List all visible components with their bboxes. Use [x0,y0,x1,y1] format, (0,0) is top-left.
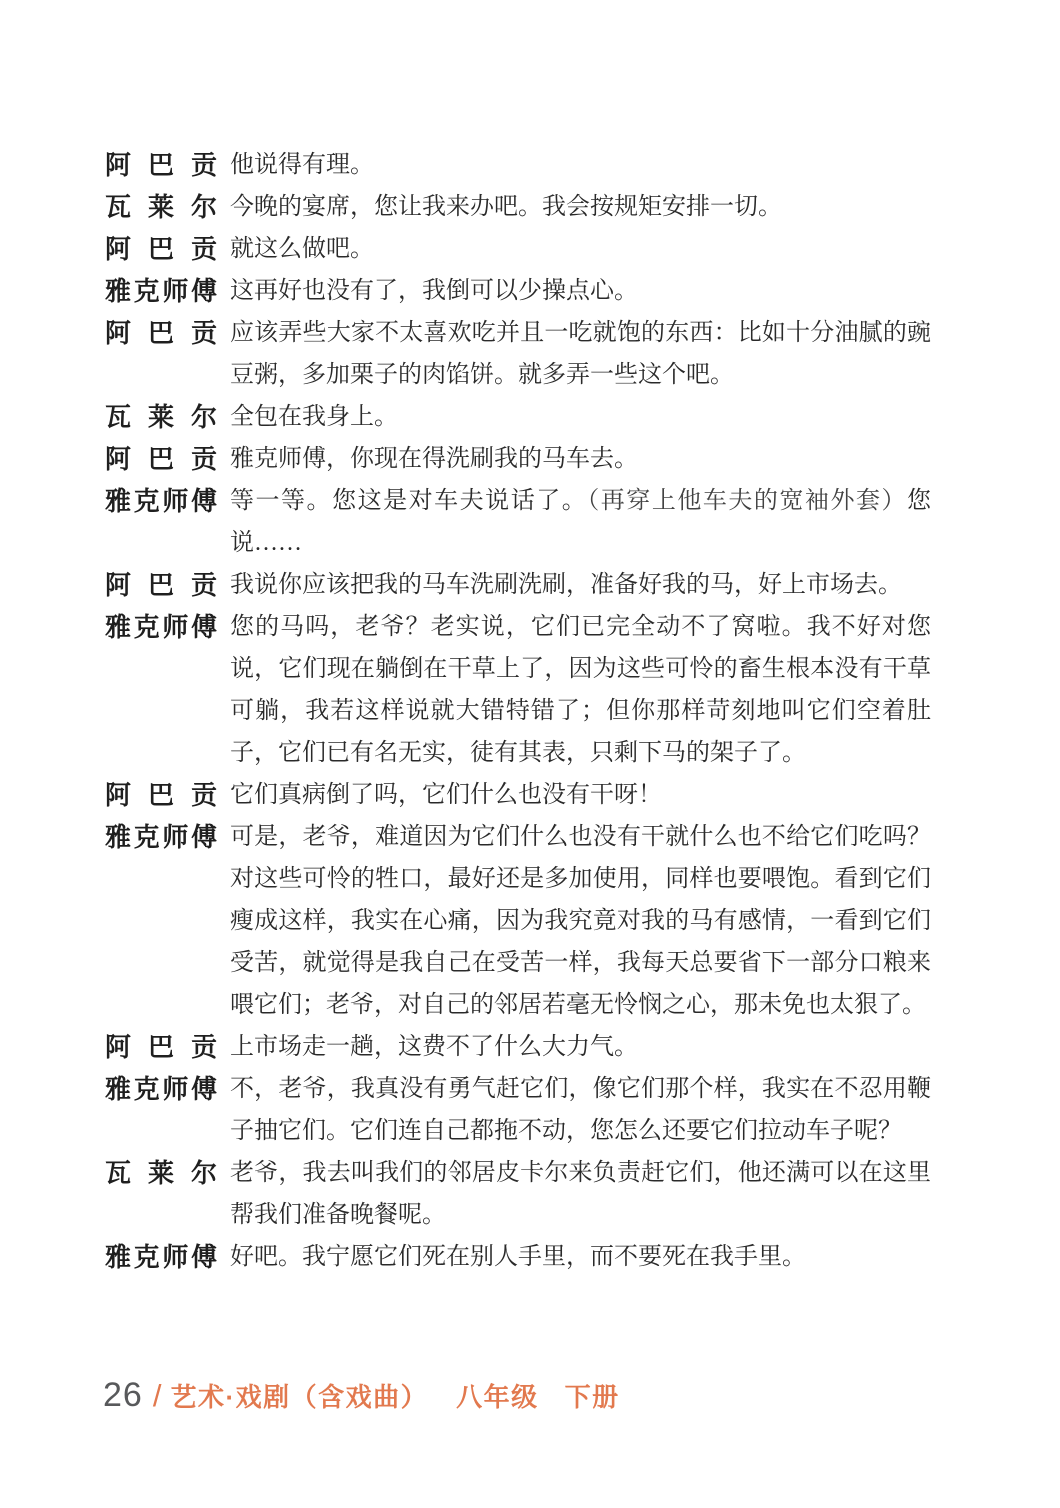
speech-text [230,564,931,606]
dialogue-text: 不，老爷，我真没有勇气赶它们，像它们那个样，我实在不忍用鞭子抽它们。它们连自己都拖不动，您怎么还要它们拉动车子呢？ [230,1076,931,1144]
speaker-name: 雅克师傅 [105,1074,217,1104]
dialogue-text: 就这么做吧。 [230,236,374,262]
speaker-name: 瓦莱尔 [105,402,217,432]
speech-text [230,186,931,228]
dialogue-entry [105,480,931,564]
dialogue-text: 这再好也没有了，我倒可以少操点心。 [230,278,638,304]
speech-text [230,774,931,816]
dialogue-entry [105,1236,931,1278]
dialogue-text: 今晚的宴席，您让我来办吧。我会按规矩安排一切。 [230,194,782,220]
speech-text [230,270,931,312]
dialogue-entry [105,606,931,774]
dialogue-entry [105,396,931,438]
speaker-name: 阿巴贡 [105,234,217,264]
speaker-name: 阿巴贡 [105,1032,217,1062]
grade-label: 八年级 [456,1382,539,1412]
footer-separator: / [152,1378,162,1413]
speech-text [230,1236,931,1278]
dialogue-entry [105,312,931,396]
dialogue-text: 它们真病倒了吗，它们什么也没有干呀！ [230,782,662,808]
speaker-name: 阿巴贡 [105,570,217,600]
dialogue-text: 全包在我身上。 [230,404,398,430]
speaker-name: 雅克师傅 [105,1242,217,1272]
dialogue-text: 您的马吗，老爷？老实说，它们已完全动不了窝啦。我不好对您说，它们现在躺倒在干草上了，因为这些可怜的畜生根本没有干草可躺，我若这样说就大错特错了；但你那样苛刻地叫它们空着肚子，它们已有名无实，徒有其表，只剩下马的架子了。 [230,614,931,766]
dialogue-entry [105,228,931,270]
dialogue-text: 等一等。您这是对车夫说话了。 [230,488,588,514]
dialogue-entry [105,816,931,1026]
speech-text [230,480,931,564]
book-title: 艺术·戏剧（含戏曲） [170,1382,429,1412]
speaker-name: 雅克师傅 [105,822,217,852]
speaker-name: 瓦莱尔 [105,192,217,222]
dialogue-text: 应该弄些大家不太喜欢吃并且一吃就饱的东西：比如十分油腻的豌豆粥，多加栗子的肉馅饼。就多弄一些这个吧。 [230,320,931,388]
dialogue-entry [105,186,931,228]
speaker-name: 阿巴贡 [105,150,217,180]
dialogue-entry [105,438,931,480]
speaker-name: 阿巴贡 [105,444,217,474]
script-dialogue [105,144,931,1278]
page-footer [103,1376,620,1415]
dialogue-entry [105,1068,931,1152]
speaker-name: 阿巴贡 [105,318,217,348]
volume-label: 下册 [564,1382,620,1412]
dialogue-text: 上市场走一趟，这费不了什么大力气。 [230,1034,638,1060]
dialogue-entry [105,1152,931,1236]
speech-text [230,606,931,774]
dialogue-text: 他说得有理。 [230,152,374,178]
dialogue-entry [105,270,931,312]
speech-text [230,312,931,396]
speech-text [230,396,931,438]
speech-text [230,144,931,186]
dialogue-text: 您说…… [230,488,932,556]
dialogue-text: 老爷，我去叫我们的邻居皮卡尔来负责赶它们，他还满可以在这里帮我们准备晚餐呢。 [230,1160,931,1228]
page-number: 26 [103,1376,143,1414]
speech-text [230,816,931,1026]
dialogue-text: 雅克师傅，你现在得洗刷我的马车去。 [230,446,638,472]
dialogue-entry [105,144,931,186]
dialogue-text: 好吧。我宁愿它们死在别人手里，而不要死在我手里。 [230,1244,806,1270]
speech-text [230,438,931,480]
stage-direction: （再穿上他车夫的宽袖外套） [587,488,908,514]
speaker-name: 阿巴贡 [105,780,217,810]
speech-text [230,1026,931,1068]
dialogue-text: 可是，老爷，难道因为它们什么也没有干就什么也不给它们吃吗？对这些可怜的牲口，最好还是多加使用，同样也要喂饱。看到它们瘦成这样，我实在心痛，因为我究竟对我的马有感情，一看到它们受苦，就觉得是我自己在受苦一样，我每天总要省下一部分口粮来喂它们；老爷，对自己的邻居若毫无怜悯之心，那未免也太狠了。 [230,824,931,1018]
speech-text [230,228,931,270]
speech-text [230,1068,931,1152]
dialogue-entry [105,564,931,606]
dialogue-entry [105,1026,931,1068]
speaker-name: 雅克师傅 [105,486,217,516]
dialogue-text: 我说你应该把我的马车洗刷洗刷，准备好我的马，好上市场去。 [230,572,902,598]
speaker-name: 瓦莱尔 [105,1158,217,1188]
speaker-name: 雅克师傅 [105,276,217,306]
speaker-name: 雅克师傅 [105,612,217,642]
dialogue-entry [105,774,931,816]
speech-text [230,1152,931,1236]
